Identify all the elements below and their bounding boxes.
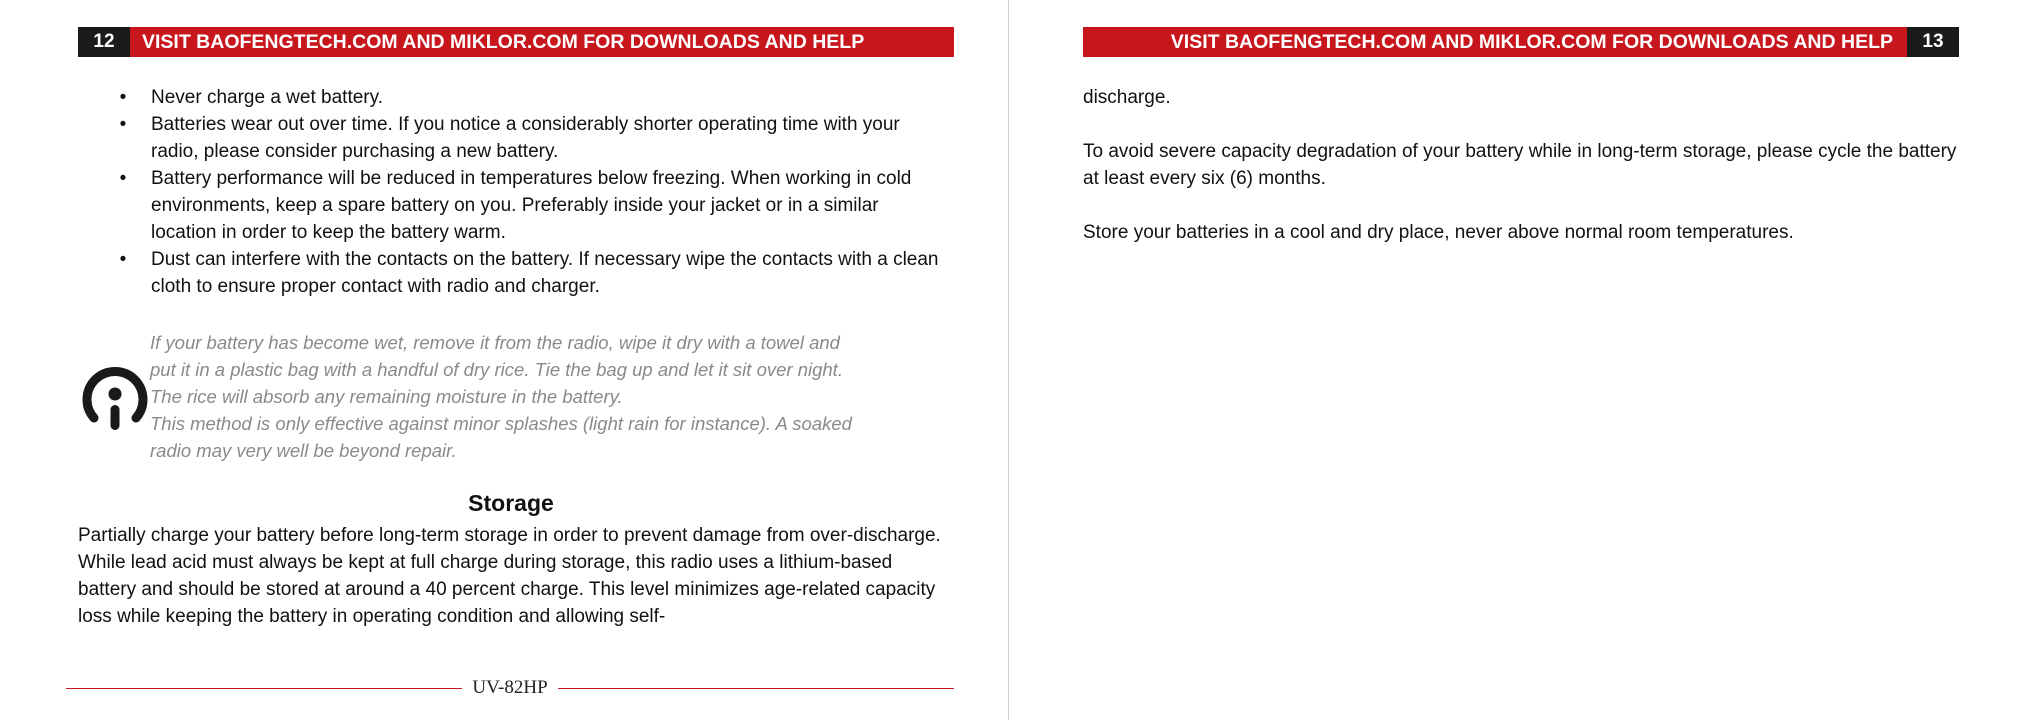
capacity-cycling-paragraph: To avoid severe capacity degradation of your battery while in long-term storage, please cycle the battery at least every six (6) months.	[1083, 141, 1957, 189]
wet-battery-note	[150, 329, 940, 464]
list-item	[113, 111, 943, 165]
right-header	[1083, 27, 1959, 57]
storage-heading: Storage	[468, 490, 554, 516]
list-item	[113, 165, 943, 246]
note-line: The rice will absorb any remaining moisture in the battery.	[150, 386, 623, 407]
note-line: put it in a plastic bag with a handful of dry rice. Tie the bag up and let it sit over night.	[150, 359, 843, 380]
list-item-text: Dust can interfere with the contacts on the battery. If necessary wipe the contacts with a clean cloth to ensure proper contact with radio and charger.	[151, 249, 939, 297]
note-line: If your battery has become wet, remove it from the radio, wipe it dry with a towel and	[150, 332, 840, 353]
left-header-banner: VISIT BAOFENGTECH.COM AND MIKLOR.COM FOR DOWNLOADS AND HELP	[130, 27, 954, 57]
storage-paragraph: Partially charge your battery before long-term storage in order to prevent damage from over-discharge. While lead acid must always be kept at full charge during storage, this radio uses a lithium-based battery and should be stored at around a 40 percent charge. This level minimizes age-related capacity loss while keeping the battery in operating condition and allowing self-	[78, 525, 941, 627]
list-item-text: Batteries wear out over time. If you notice a considerably shorter operating time with your radio, please consider purchasing a new battery.	[151, 114, 900, 162]
footer-rule-right	[558, 688, 954, 689]
bullet-icon: •	[119, 168, 127, 189]
page-gutter-divider	[1008, 0, 1009, 720]
bullet-icon: •	[119, 249, 127, 270]
list-item	[113, 246, 943, 300]
info-icon	[80, 360, 150, 434]
battery-tips-list	[113, 84, 943, 300]
left-page-number: 12	[78, 27, 130, 57]
right-page	[1010, 0, 2018, 720]
left-page	[0, 0, 1008, 720]
footer	[66, 676, 954, 700]
list-item-text: Never charge a wet battery.	[151, 87, 383, 108]
list-item-text: Battery performance will be reduced in temperatures below freezing. When working in cold environments, keep a spare battery on you. Preferably inside your jacket or in a similar location in order to keep the battery warm.	[151, 168, 912, 243]
bullet-icon: •	[119, 114, 127, 135]
left-header	[78, 27, 954, 57]
right-page-number: 13	[1907, 27, 1959, 57]
discharge-continuation: discharge.	[1083, 87, 1171, 108]
bullet-icon: •	[119, 87, 127, 108]
footer-model-name: UV-82HP	[472, 677, 548, 698]
note-line: This method is only effective against minor splashes (light rain for instance). A soaked	[150, 413, 852, 434]
list-item	[113, 84, 943, 111]
footer-rule-left	[66, 688, 462, 689]
right-header-banner: VISIT BAOFENGTECH.COM AND MIKLOR.COM FOR DOWNLOADS AND HELP	[1083, 27, 1907, 57]
note-line: radio may very well be beyond repair.	[150, 440, 457, 461]
cool-dry-storage-paragraph: Store your batteries in a cool and dry place, never above normal room temperatures.	[1083, 222, 1794, 243]
